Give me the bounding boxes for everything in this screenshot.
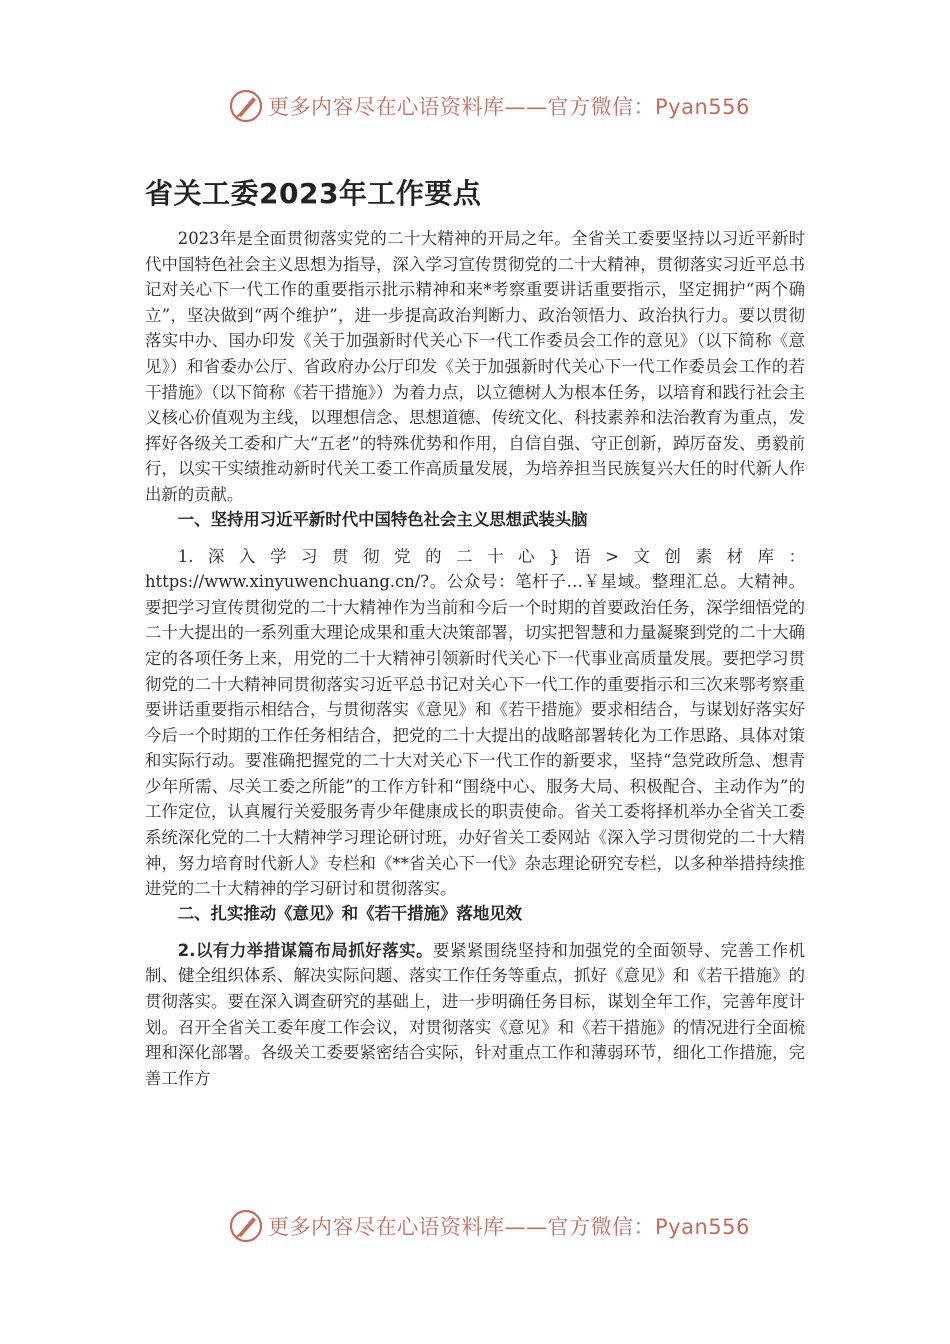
watermark-text: 更多内容尽在心语资料库——官方微信：Pyan556 <box>268 1215 750 1239</box>
quill-seal-icon <box>228 1208 264 1244</box>
item-2-paragraph <box>145 938 805 1092</box>
footer-watermark-banner <box>228 1206 750 1246</box>
quill-seal-icon <box>228 88 264 124</box>
item-1-body: 要把学习宣传贯彻党的二十大精神作为当前和今后一个时期的首要政治任务，深学细悟党的二十大提出的一系列重大理论成果和重大决策部署，切实把智慧和力量凝聚到党的二十大确定的各项任务上来，用党的二十大精神引领新时代关心下一代事业高质量发展。要把学习贯彻党的二十大精神同贯彻落实习近平总书记对关心下一代工作的重要指示和三次来鄂考察重要讲话重要指示相结合，与贯彻落实《意见》和《若干措施》要求相结合，与谋划好落实好今后一个时期的工作任务相结合，把党的二十大提出的战略部署转化为工作思路、具体对策和实际行动。要准确把握党的二十大对关心下一代工作的新要求，坚持“急党政所急、想青少年所需、尽关工委之所能”的工作方针和“围绕中心、服务大局、积极配合、主动作为”的工作定位，认真履行关爱服务青少年健康成长的职责使命。省关工委将择机举办全省关工委系统深化党的二十大精神学习理论研讨班，办好省关工委网站《深入学习贯彻党的二十大精神，努力培育时代新人》专栏和《**省关心下一代》杂志理论研究专栏，以多种举措持续推进党的二十大精神的学习研讨和贯彻落实。 <box>145 597 805 899</box>
item-2-lead: 2.以有力举措谋篇布局抓好落实。 <box>177 940 434 960</box>
item-1-paragraph <box>145 544 805 902</box>
item-2-body: 要紧紧围绕坚持和加强党的全面领导、完善工作机制、健全组织体系、解决实际问题、落实工作任务等重点，抓好《意见》和《若干措施》的贯彻落实。要在深入调查研究的基础上，进一步明确任务目标，谋划全年工作，完善年度计划。召开全省关工委年度工作会议，对贯彻落实《意见》和《若干措施》的情况进行全面梳理和深化部署。各级关工委要紧密结合实际，针对重点工作和薄弱环节，细化工作措施，完善工作方 <box>145 940 805 1088</box>
section-heading-2: 二、扎实推动《意见》和《若干措施》落地见效 <box>177 903 522 923</box>
watermark-text: 更多内容尽在心语资料库——官方微信：Pyan556 <box>268 95 750 119</box>
document-body <box>145 172 805 1091</box>
header-watermark-banner <box>228 86 750 126</box>
document-title: 省关工委2023年工作要点 <box>145 177 482 210</box>
section-heading-1: 一、坚持用习近平新时代中国特色社会主义思想武装头脑 <box>177 509 588 529</box>
intro-paragraph: 2023年是全面贯彻落实党的二十大精神的开局之年。全省关工委要坚持以习近平新时代中国特色社会主义思想为指导，深入学习宣传贯彻党的二十大精神，贯彻落实习近平总书记对关心下一代工作的重要指示批示精神和来*考察重要讲话重要指示，坚定拥护“两个确立”，坚决做到“两个维护”，进一步提高政治判断力、政治领悟力、政治执行力。要以贯彻落实中办、国办印发《关于加强新时代关心下一代工作委员会工作的意见》（以下简称《意见》）和省委办公厅、省政府办公厅印发《关于加强新时代关心下一代工作委员会工作的若干措施》（以下简称《若干措施》）为着力点，以立德树人为根本任务，以培育和践行社会主义核心价值观为主线，以理想信念、思想道德、传统文化、科技素养和法治教育为重点，发挥好各级关工委和广大“五老”的特殊优势和作用，自信自强、守正创新，踔厉奋发、勇毅前行，以实干实绩推动新时代关工委工作高质量发展，为培养担当民族复兴大任的时代新人作出新的贡献。 <box>145 229 805 504</box>
item-1-lead: 1.深入学习贯彻党的二十心}语>文创素材库：https://www.xinyuwenchuang.cn/?。公众号：笔杆子…￥星域。整理汇总。大精神。 <box>145 546 805 592</box>
